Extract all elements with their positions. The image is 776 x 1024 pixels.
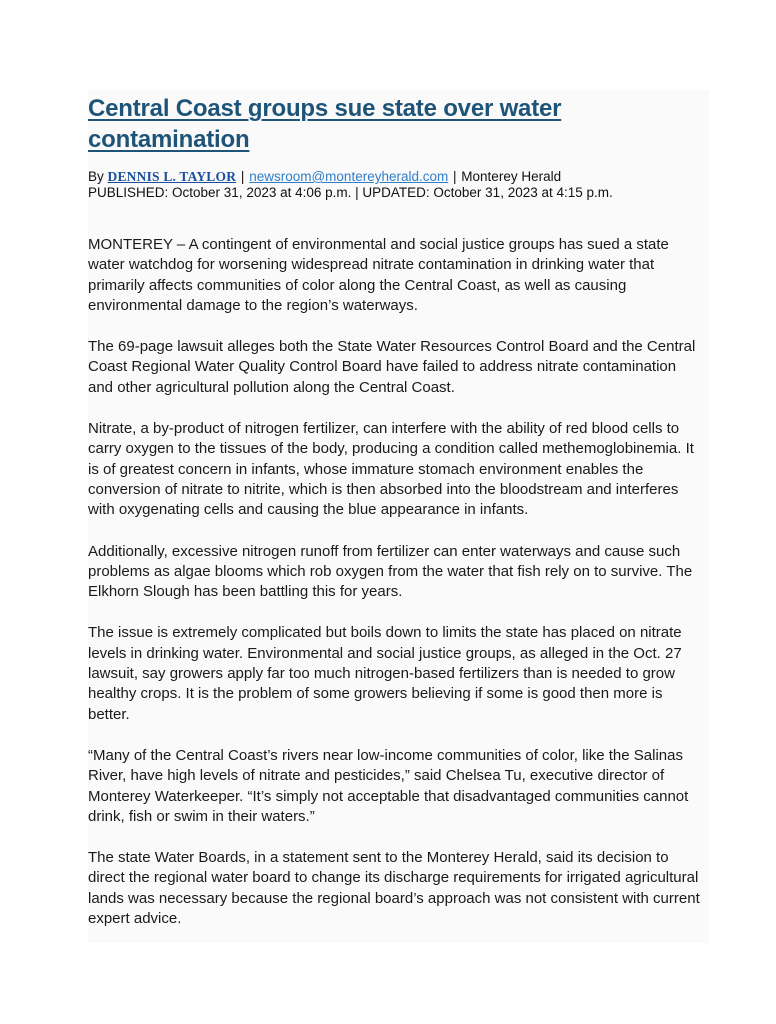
article-paragraph: The 69-page lawsuit alleges both the State Water Resources Control Board and the Central Coast Regional Water Quality Control Board have failed to address nitrate contamination and other agricultural pollution along the Central Coast. (88, 338, 696, 396)
email-link[interactable]: newsroom@montereyherald.com (249, 169, 449, 184)
article-paragraph: The issue is extremely complicated but boils down to limits the state has placed on nitrate levels in drinking water. Environmental and social justice groups, as alleged in the Oct. 27 lawsuit, say growers apply far too much nitrogen-based fertilizers than is needed to grow healthy crops. It is the problem of some growers believing if some is good then more is better. (88, 624, 682, 723)
article-card (88, 90, 709, 943)
article-paragraph: “Many of the Central Coast’s rivers near low-income communities of color, like the Salinas River, have high levels of nitrate and pesticides,” said Chelsea Tu, executive director of Monterey Waterkeeper. “It’s simply not acceptable that disadvantaged communities cannot drink, fish or swim in their waters.” (88, 746, 689, 825)
author-link[interactable]: DENNIS L. TAYLOR (107, 169, 237, 184)
publication-name: Monterey Herald (461, 169, 562, 184)
byline-prefix: By (88, 169, 104, 184)
byline (88, 169, 700, 185)
article-body (88, 235, 709, 929)
byline-separator: | (240, 169, 245, 184)
article-title-link[interactable]: Central Coast groups sue state over water contamination (88, 95, 562, 153)
byline-separator: | (453, 169, 457, 184)
published-updated-line: PUBLISHED: October 31, 2023 at 4:06 p.m. | UPDATED: October 31, 2023 at 4:15 p.m. (88, 185, 613, 200)
article-paragraph: Additionally, excessive nitrogen runoff from fertilizer can enter waterways and cause such problems as algae blooms which rob oxygen from the water that fish rely on to survive. The Elkhorn Slough has been battling this for years. (88, 542, 693, 601)
article-paragraph: MONTEREY – A contingent of environmental and social justice groups has sued a state water watchdog for worsening widespread nitrate contamination in drinking water that primarily affects communities of color along the Central Coast, as well as causing environmental damage to the region’s waterways. (88, 236, 669, 314)
article-paragraph: The state Water Boards, in a statement sent to the Monterey Herald, said its decision to direct the regional water board to change its discharge requirements for irrigated agricultural lands was necessary because the regional board’s approach was not consistent with current expert advice. (88, 849, 700, 928)
article-paragraph: Nitrate, a by-product of nitrogen fertilizer, can interfere with the ability of red blood cells to carry oxygen to the tissues of the body, producing a condition called methemoglobinemia. It is of greatest concern in infants, whose immature stomach environment enables the conversion of nitrate to nitrite, which is then absorbed into the bloodstream and interferes with oxygenating cells and causing the blue appearance in infants. (88, 420, 694, 519)
